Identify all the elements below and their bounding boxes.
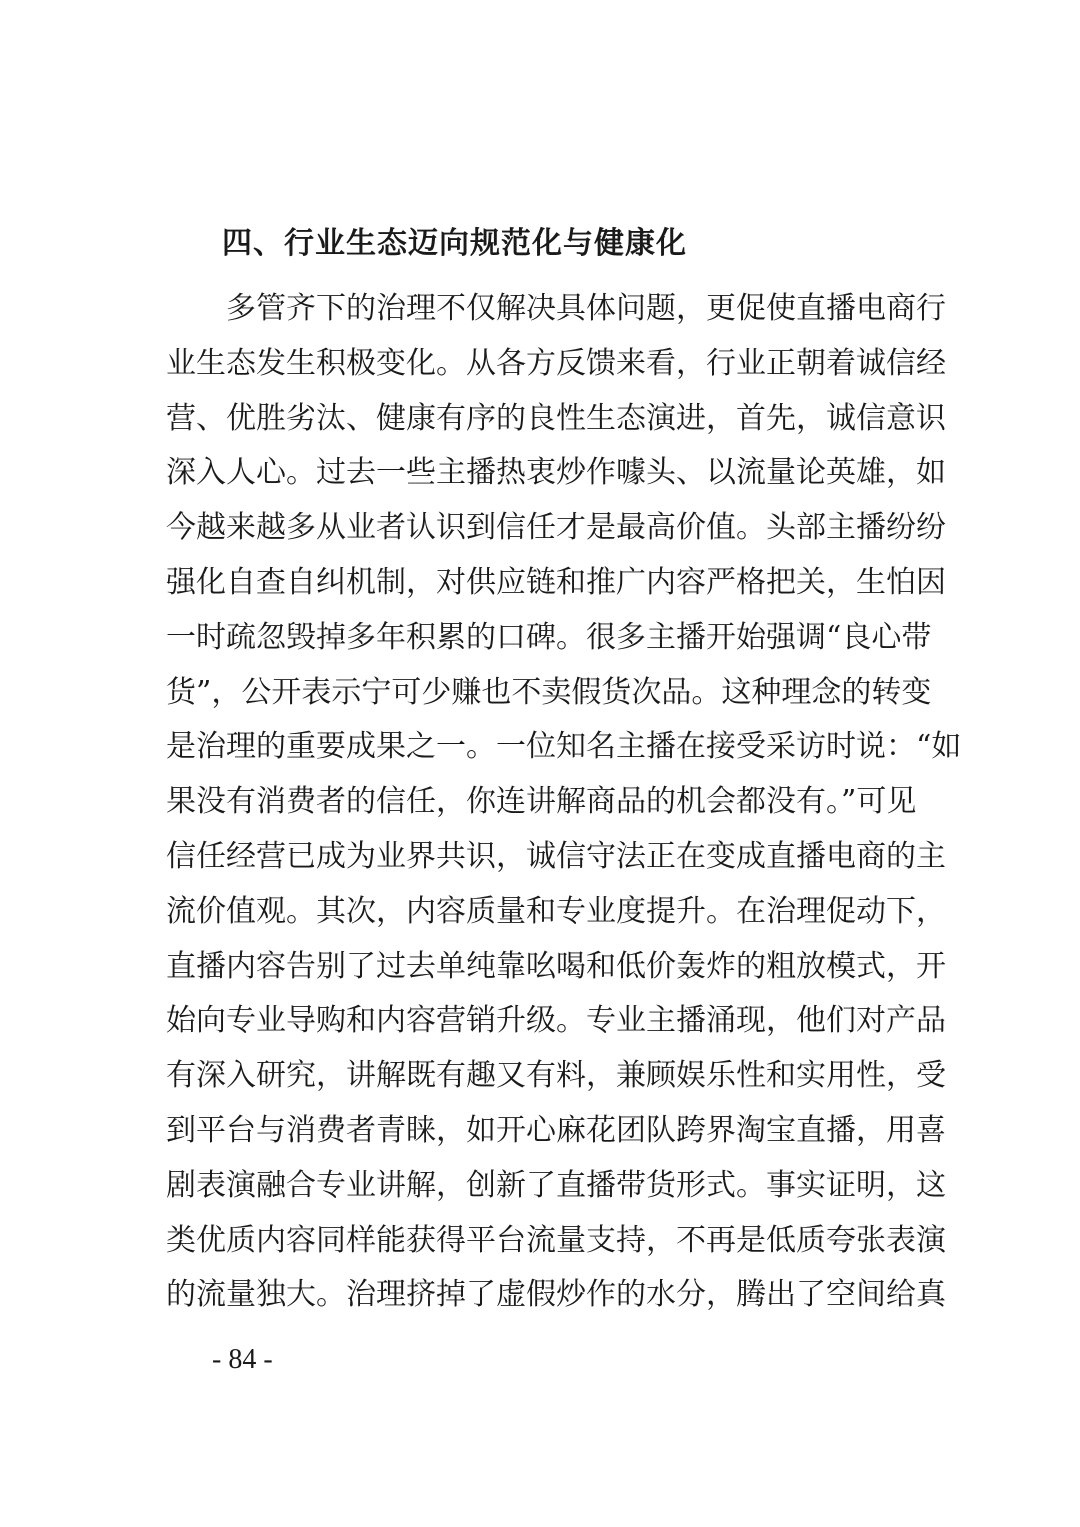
paragraph-line: 业生态发生积极变化。从各方反馈来看，行业正朝着诚信经: [166, 345, 946, 381]
paragraph-line: 的流量独大。治理挤掉了虚假炒作的水分，腾出了空间给真: [166, 1277, 946, 1313]
paragraph-line: 到平台与消费者青睐，如开心麻花团队跨界淘宝直播，用喜: [166, 1112, 946, 1148]
paragraph-line: 一时疏忽毁掉多年积累的口碑。很多主播开始强调“良心带: [166, 619, 932, 655]
paragraph-line: 强化自查自纠机制，对供应链和推广内容严格把关，生怕因: [166, 564, 946, 600]
paragraph-line: 多管齐下的治理不仅解决具体问题，更促使直播电商行: [226, 291, 946, 326]
section-heading: 四、行业生态迈向规范化与健康化: [222, 226, 687, 261]
paragraph-line: 今越来越多从业者认识到信任才是最高价值。头部主播纷纷: [166, 510, 946, 546]
paragraph-line: 流价值观。其次，内容质量和专业度提升。在治理促动下，: [166, 893, 946, 929]
body-paragraph: [166, 282, 962, 1323]
page-number: - 84 -: [212, 1344, 273, 1375]
paragraph-line: 果没有消费者的信任，你连讲解商品的机会都没有。”可见: [166, 784, 917, 820]
paragraph-line: 深入人心。过去一些主播热衷炒作噱头、以流量论英雄，如: [166, 455, 946, 491]
paragraph-line: 有深入研究，讲解既有趣又有料，兼顾娱乐性和实用性，受: [166, 1058, 946, 1094]
paragraph-line: 营、优胜劣汰、健康有序的良性生态演进，首先，诚信意识: [166, 400, 946, 436]
paragraph-line: 直播内容告别了过去单纯靠吆喝和低价轰炸的粗放模式，开: [166, 948, 946, 984]
paragraph-line: 是治理的重要成果之一。一位知名主播在接受采访时说：“如: [166, 729, 962, 765]
paragraph-line: 剧表演融合专业讲解，创新了直播带货形式。事实证明，这: [166, 1167, 946, 1203]
paragraph-line: 类优质内容同样能获得平台流量支持，不再是低质夸张表演: [166, 1222, 946, 1258]
paragraph-line: 货”，公开表示宁可少赚也不卖假货次品。这种理念的转变: [166, 674, 932, 710]
paragraph-line: 信任经营已成为业界共识，诚信守法正在变成直播电商的主: [166, 838, 946, 874]
paragraph-line: 始向专业导购和内容营销升级。专业主播涌现，他们对产品: [166, 1003, 946, 1039]
